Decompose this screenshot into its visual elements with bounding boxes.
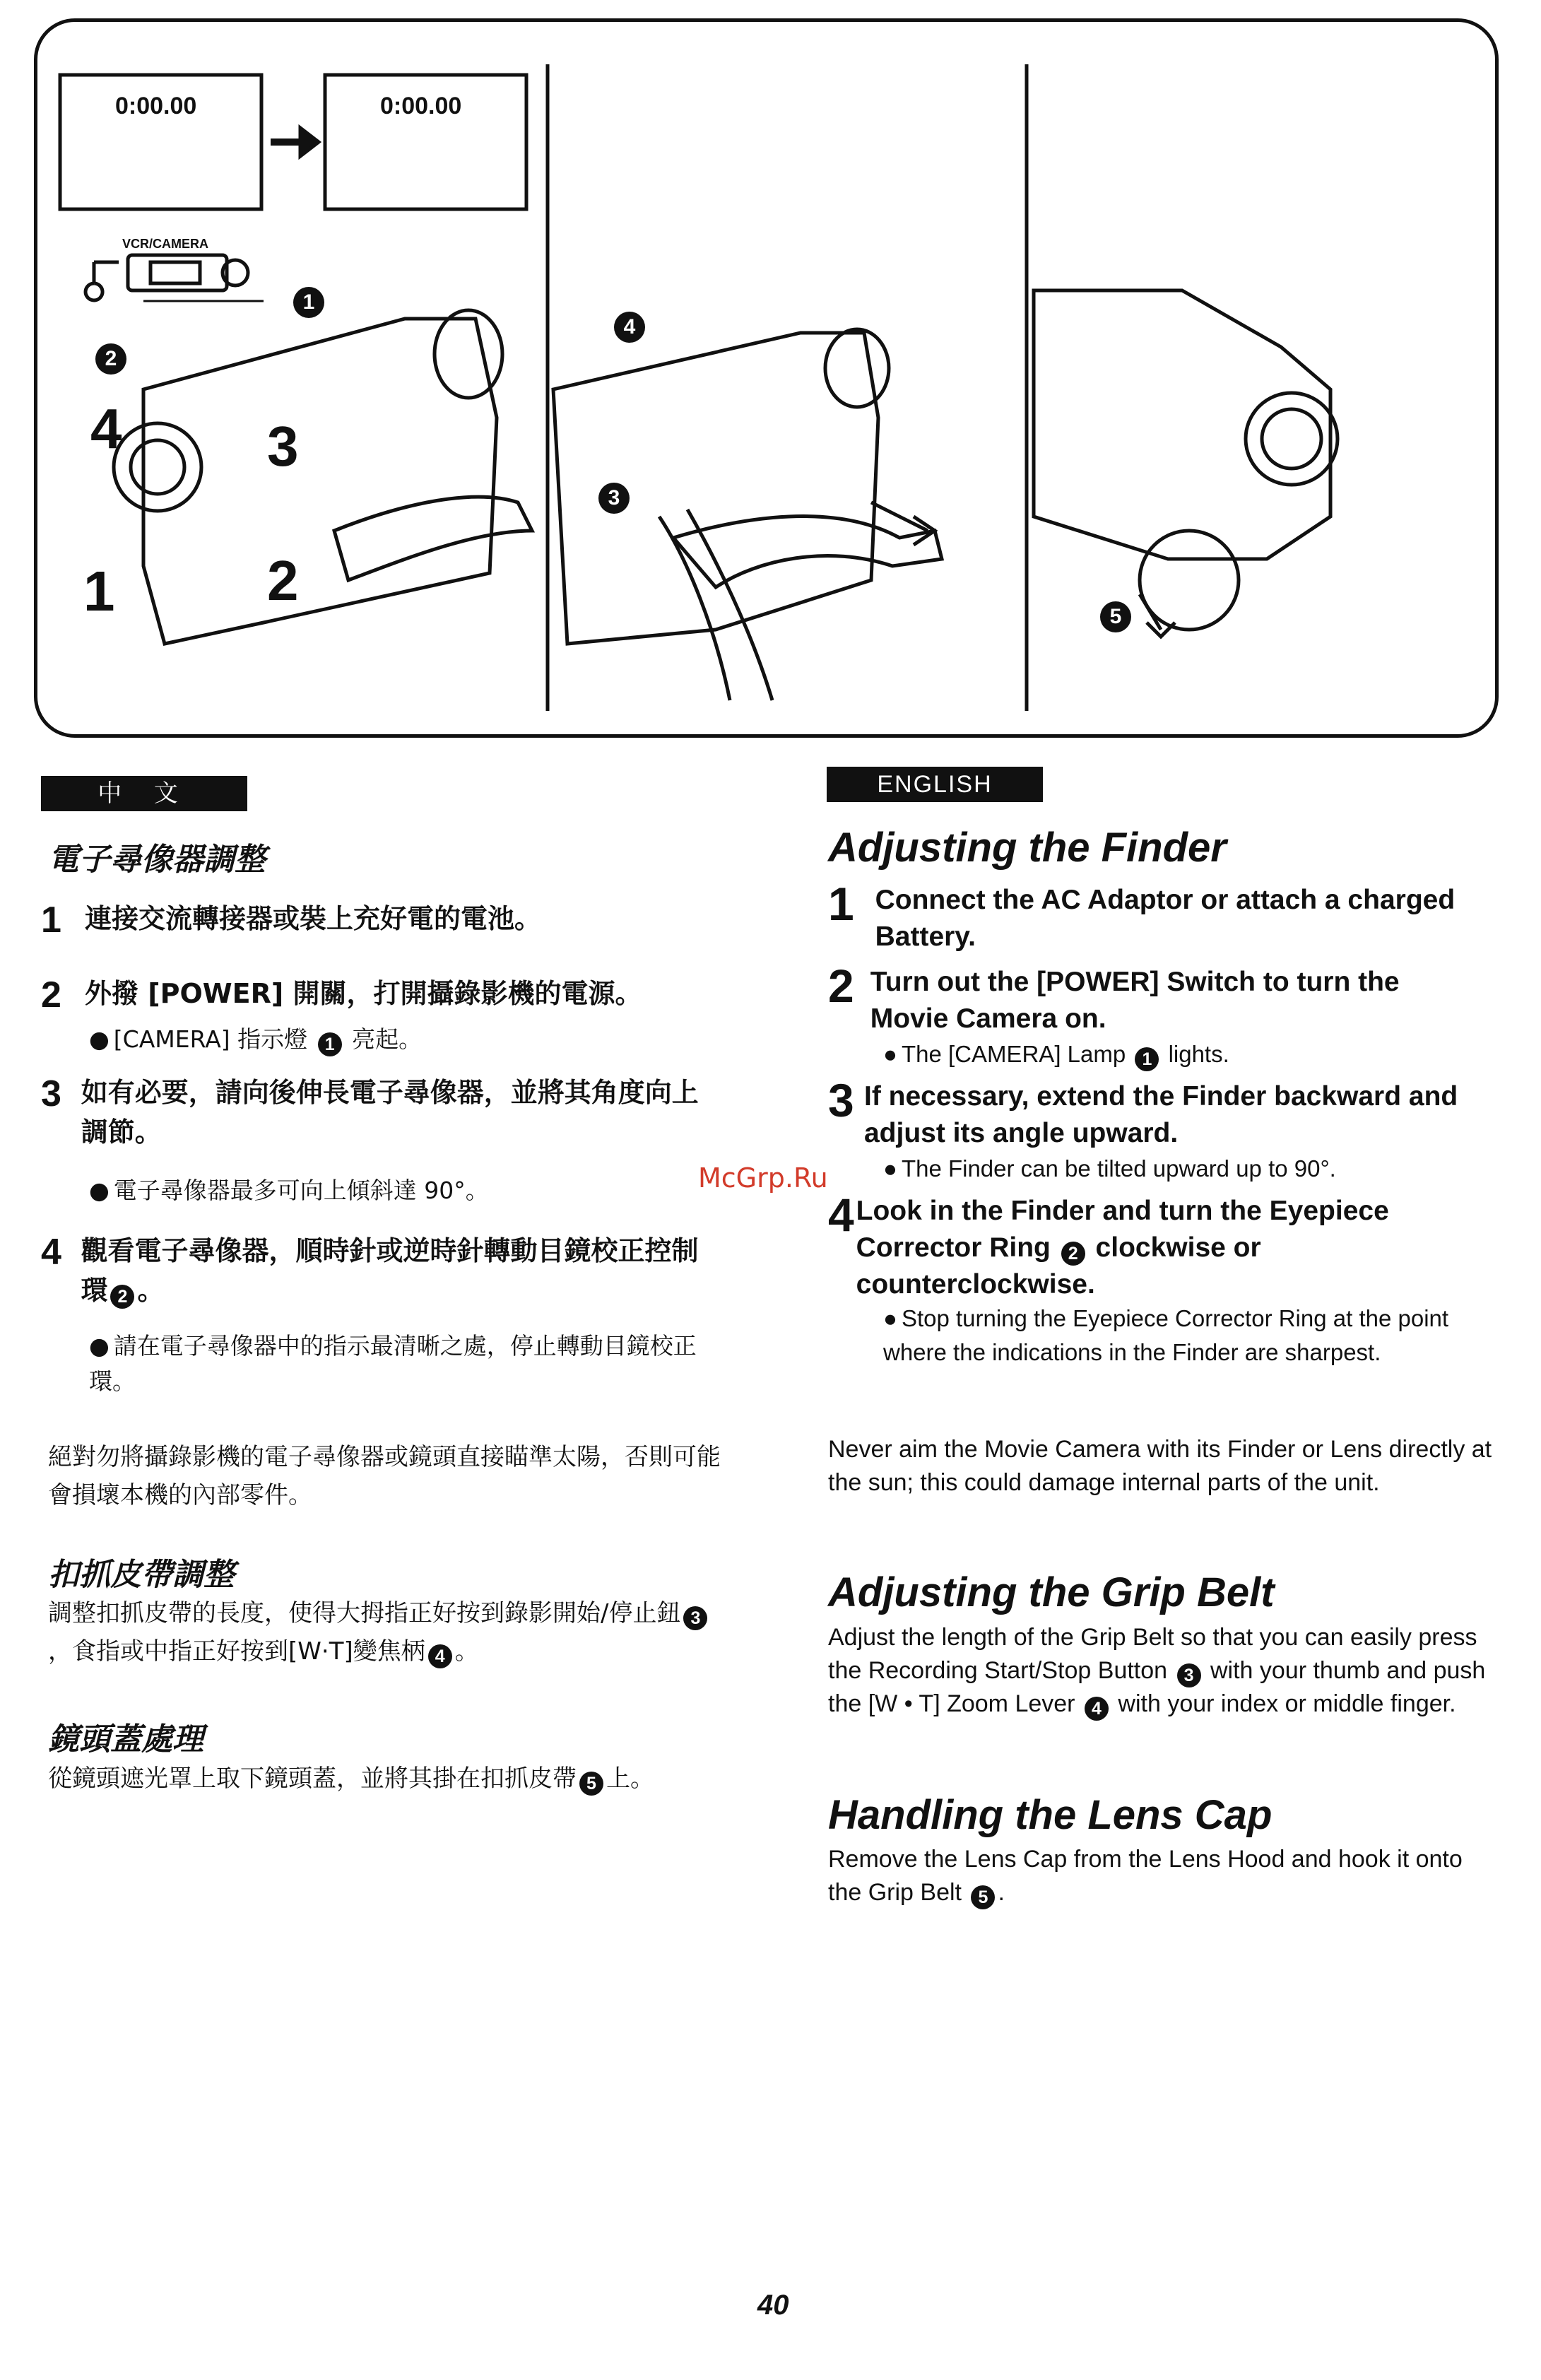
en-step-number: 3 (828, 1074, 854, 1126)
en-step-number: 2 (828, 960, 854, 1012)
en-step-3 (828, 1074, 1478, 1152)
zh-step-text: 如有必要，請向後伸長電子尋像器，並將其角度向上調節。 (81, 1077, 699, 1148)
zh-step-text: 連接交流轉接器或裝上充好電的電池。 (85, 903, 542, 934)
en-step-2 (828, 960, 1478, 1037)
zh-step-1 (41, 899, 719, 941)
zh-step-number: 2 (41, 974, 61, 1015)
en-step-2-note (883, 1037, 1229, 1071)
en-step-2-note-end: lights. (1168, 1041, 1229, 1067)
en-step-text: Connect the AC Adaptor or attach a charged Battery. (875, 885, 1456, 952)
corrector-ring-marker-icon: 2 (1061, 1242, 1085, 1266)
en-cap-text-main: Remove the Lens Cap from the Lens Hood and hook it onto the Grip Belt (828, 1846, 1463, 1906)
zh-step-number: 1 (41, 900, 61, 941)
en-step-4-note: ● Stop turning the Eyepiece Corrector Ring at the point where the indications in the Finder are sharpest. (883, 1302, 1470, 1369)
chinese-section-tag: 中 文 (41, 776, 247, 811)
marker-5-icon: 5 (1100, 601, 1131, 632)
corrector-ring-marker-icon: 2 (110, 1285, 134, 1309)
en-step-3-note: ● The Finder can be tilted upward up to 90°. (883, 1152, 1336, 1186)
zh-step-number: 4 (41, 1232, 61, 1273)
watermark: McGrp.Ru (698, 1162, 828, 1194)
zh-step-2 (41, 974, 719, 1016)
en-step-text: If necessary, extend the Finder backward and adjust its angle upward. (863, 1081, 1458, 1148)
en-step-2-note-text: ● The [CAMERA] Lamp (883, 1041, 1126, 1067)
en-cap-title: Handling the Lens Cap (828, 1792, 1273, 1838)
callout-1: 1 (83, 560, 115, 623)
zh-step-2-note-end: 亮起。 (352, 1025, 423, 1053)
grip-belt-marker-icon: 5 (579, 1772, 603, 1796)
zh-step-3-note: ● 電子尋像器最多可向上傾斜達 90°。 (89, 1173, 489, 1208)
zh-step-4-note: ● 請在電子尋像器中的指示最清晰之處，停止轉動目鏡校正環。 (89, 1329, 725, 1399)
zh-grip-text-a: 調整扣抓皮帶的長度，使得大拇指正好按到錄影開始/停止鈕 (48, 1599, 681, 1627)
grip-belt-marker-icon: 5 (971, 1885, 995, 1909)
page-number: 40 (757, 2290, 789, 2321)
zh-grip-text (48, 1594, 726, 1671)
marker-3-icon: 3 (598, 483, 630, 514)
en-warning: Never aim the Movie Camera with its Finder or Lens directly at the sun; this could damage internal parts of the unit. (828, 1436, 1492, 1496)
illustration-frame (34, 18, 1499, 738)
en-cap-text (828, 1843, 1492, 1909)
zh-grip-title: 扣抓皮帶調整 (48, 1557, 235, 1593)
en-grip-text-b: with your thumb and push the [W • T] Zoom Lever (828, 1657, 1486, 1717)
en-step-number: 4 (828, 1189, 854, 1241)
english-section-tag: ENGLISH (827, 767, 1043, 802)
en-step-4-text-a: Look in the Finder and turn the Eyepiece Corrector Ring (856, 1196, 1389, 1263)
en-step-text: Turn out the [POWER] Switch to turn the Movie Camera on. (870, 967, 1400, 1034)
camera-illustration (37, 22, 1499, 738)
zh-step-2-note-text: ● [CAMERA] 指示燈 (89, 1025, 307, 1053)
zh-cap-text (48, 1760, 726, 1798)
zh-cap-text-end: 上。 (606, 1765, 654, 1793)
zh-finder-title: 電子尋像器調整 (48, 842, 266, 878)
zoom-lever-marker-icon: 4 (1085, 1697, 1109, 1721)
en-finder-title: Adjusting the Finder (828, 825, 1227, 871)
callout-4: 4 (90, 397, 122, 460)
en-grip-title: Adjusting the Grip Belt (828, 1569, 1275, 1615)
marker-2-icon: 2 (95, 343, 126, 375)
zh-cap-title: 鏡頭蓋處理 (48, 1721, 203, 1757)
marker-1-icon: 1 (293, 287, 324, 318)
en-grip-text-c: with your index or middle finger. (1118, 1690, 1456, 1717)
record-button-marker-icon: 3 (1177, 1663, 1201, 1687)
display-after: 0:00.00 (380, 93, 462, 119)
callout-3: 3 (267, 415, 299, 478)
en-grip-text-a: Adjust the length of the Grip Belt so that you can easily press the Recording Start/Stop Button (828, 1624, 1477, 1684)
zh-step-text: 觀看電子尋像器，順時針或逆時針轉動目鏡校正控制環 (81, 1235, 699, 1306)
zh-grip-text-b: ，食指或中指正好按到[W·T]變焦柄 (48, 1637, 425, 1666)
zh-warning: 絕對勿將攝錄影機的電子尋像器或鏡頭直接瞄準太陽，否則可能會損壞本機的內部零件。 (48, 1443, 721, 1509)
lamp-marker-icon: 1 (318, 1032, 342, 1056)
switch-label: VCR/CAMERA (122, 237, 209, 251)
en-step-4 (828, 1189, 1478, 1303)
marker-4-icon: 4 (614, 312, 645, 343)
zoom-lever-marker-icon: 4 (428, 1644, 452, 1668)
zh-step-text: 外撥 [POWER] 開關，打開攝錄影機的電源。 (85, 978, 642, 1009)
zh-step-2-note (89, 1022, 422, 1057)
en-step-4-text-b: clockwise or counterclockwise. (856, 1232, 1261, 1300)
zh-grip-text-c: 。 (454, 1637, 479, 1666)
en-grip-text (828, 1621, 1492, 1721)
zh-step-3 (41, 1073, 719, 1152)
en-step-number: 1 (828, 878, 854, 930)
zh-cap-text-main: 從鏡頭遮光罩上取下鏡頭蓋，並將其掛在扣抓皮帶 (48, 1765, 577, 1793)
en-step-1 (828, 878, 1478, 955)
lamp-marker-icon: 1 (1135, 1047, 1159, 1071)
en-cap-text-end: . (998, 1879, 1005, 1906)
zh-step-4: 4 觀看電子尋像器，順時針或逆時針轉動目鏡校正控制環 2 。 (41, 1231, 719, 1310)
record-button-marker-icon: 3 (683, 1606, 707, 1630)
callout-2: 2 (267, 549, 299, 612)
display-before: 0:00.00 (115, 93, 197, 119)
zh-step-number: 3 (41, 1073, 61, 1114)
